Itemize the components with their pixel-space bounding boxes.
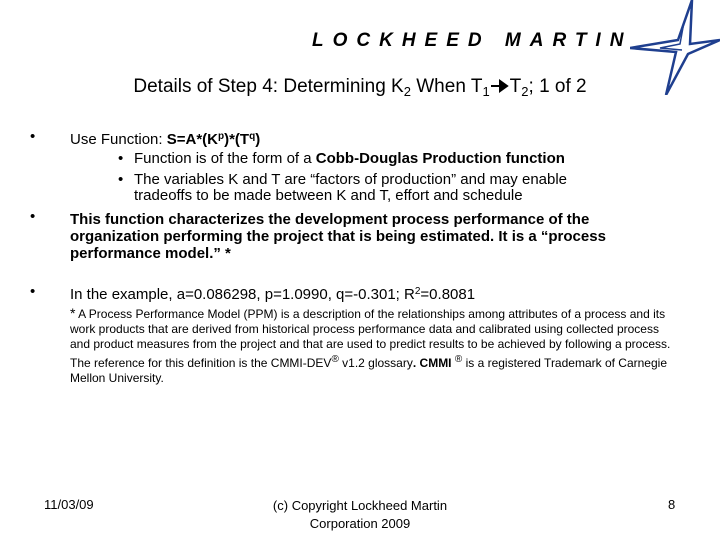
bullet-mark: • [30, 283, 36, 300]
sub-bullet-factors-line2: tradeoffs to be made between K and T, effort and schedule [134, 187, 523, 204]
company-logo-text: LOCKHEED MARTIN [312, 30, 633, 51]
footer-copyright: (c) Copyright Lockheed Martin Corporation 2009 [272, 498, 448, 531]
sub-bullet-mark: • [118, 171, 124, 188]
bullet-use-function: Use Function: $S=A*(K^p)*(T^q)$ [70, 131, 261, 148]
slide-title: Details of Step 4: Determining $K_2$ When $T_1$ $T_2$; 1 of 2 [133, 76, 587, 99]
ppm-footnote: * A Process Performance Model (PPM) is a description of the relationships among attributes of a process and its work products that are derived from historical process performance data and calibrated using collected process and product measures from the project and that are used to predict results to be achieved by following a process. The reference for this definition is the CMMI-DEV® v1.2 glossary. CMMI ® is a registered Trademark of Carnegie Mellon University. [70, 305, 671, 385]
bullet-example-values: In the example, a=0.086298, p=1.0990, q=-0.301; $R^2=0.8081$ [70, 286, 476, 303]
bullet-process-performance: This function characterizes the development process performance of the organization performing the project that is being estimated. It is a “process performance model.” * [70, 211, 606, 262]
page-number: 8 [668, 497, 676, 512]
right-arrow-icon [490, 79, 510, 93]
bullet-mark: • [30, 208, 36, 225]
sub-bullet-factors-line1: The variables K and T are “factors of production” and may enable [134, 171, 568, 188]
footer-date: 11/03/09 [44, 497, 94, 512]
sub-bullet-mark: • [118, 150, 124, 167]
sub-bullet-cobb-douglas: Function is of the form of a Cobb-Douglas Production function [134, 150, 565, 167]
bullet-mark: • [30, 128, 36, 145]
